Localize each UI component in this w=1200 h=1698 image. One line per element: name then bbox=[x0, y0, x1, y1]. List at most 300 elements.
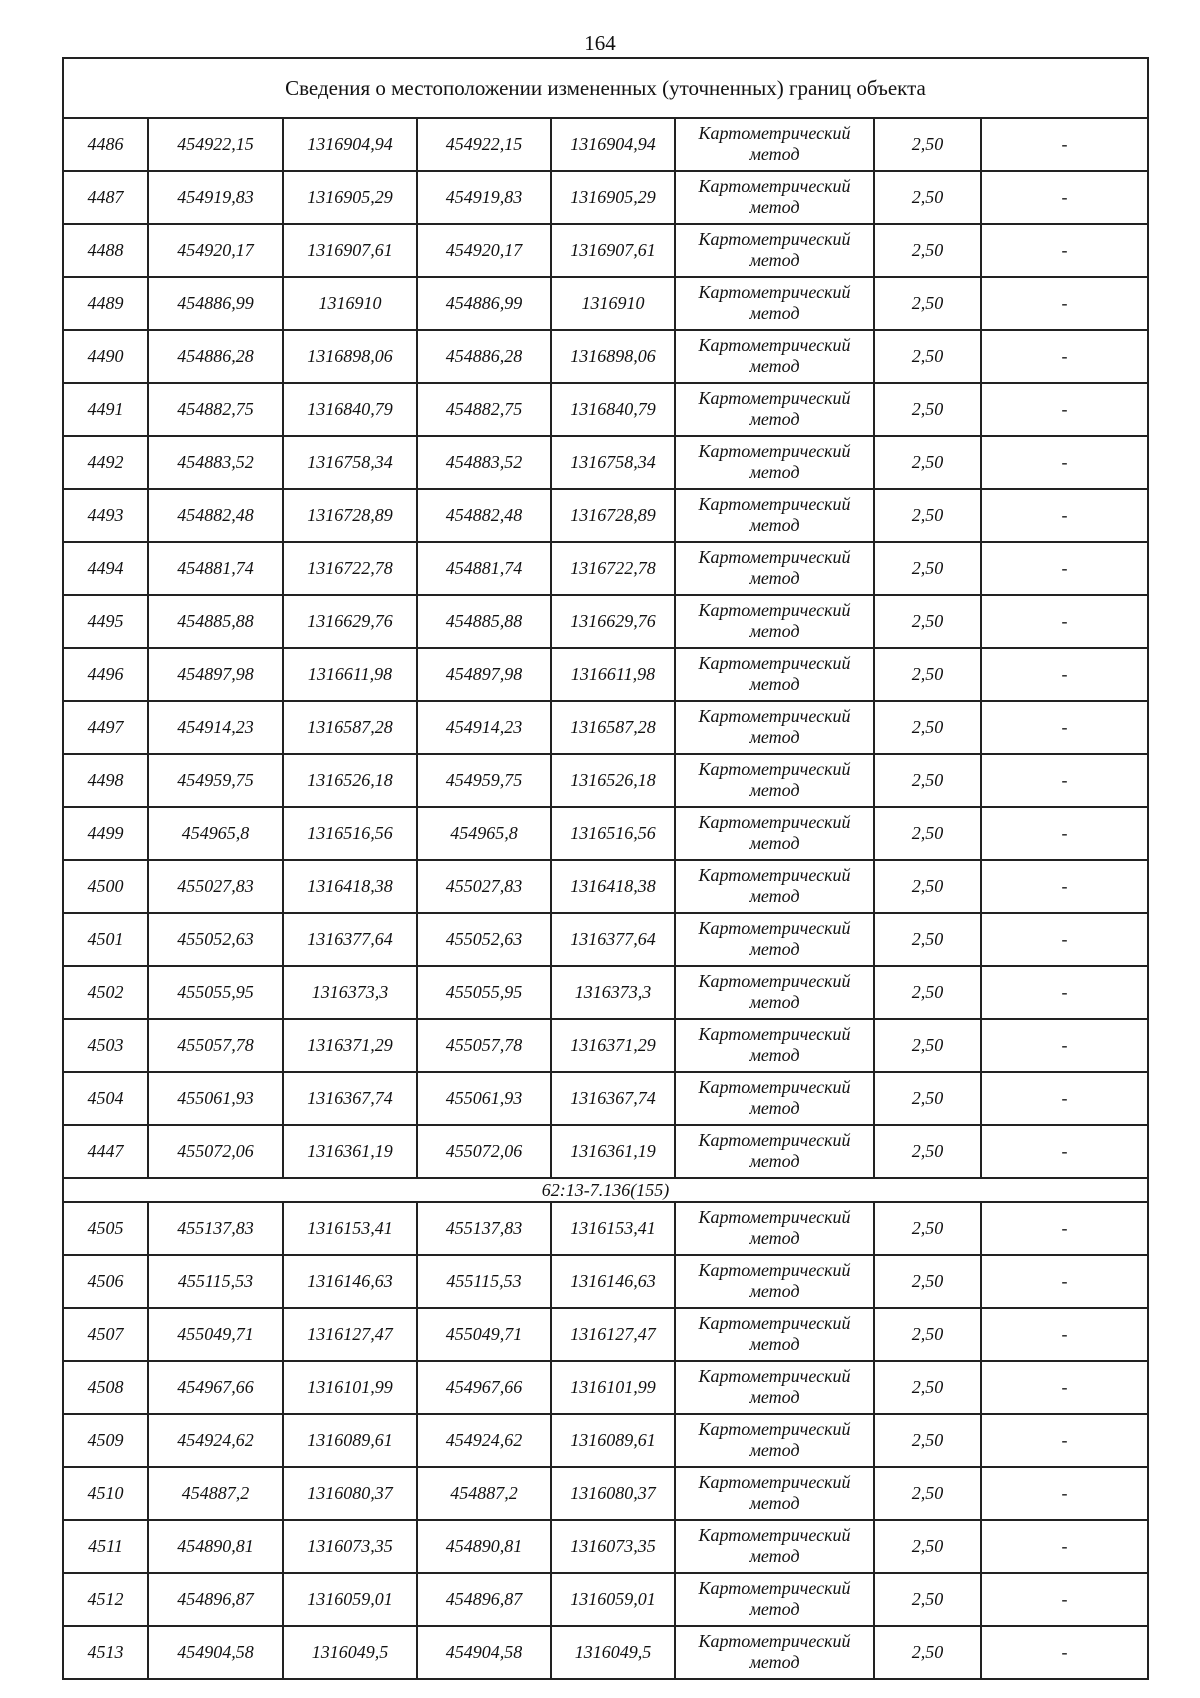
accuracy-cell: 2,50 bbox=[874, 1467, 981, 1520]
refined-y-cell: 1316418,38 bbox=[551, 860, 675, 913]
existing-x-cell: 455027,83 bbox=[148, 860, 283, 913]
refined-y-cell: 1316371,29 bbox=[551, 1019, 675, 1072]
accuracy-cell: 2,50 bbox=[874, 754, 981, 807]
note-cell: - bbox=[981, 277, 1148, 330]
existing-y-cell: 1316371,29 bbox=[283, 1019, 417, 1072]
note-cell: - bbox=[981, 330, 1148, 383]
table-title: Сведения о местоположении измененных (уточненных) границ объекта bbox=[63, 58, 1148, 118]
accuracy-cell: 2,50 bbox=[874, 648, 981, 701]
existing-y-cell: 1316089,61 bbox=[283, 1414, 417, 1467]
method-line-2: метод bbox=[749, 1227, 800, 1248]
point-id-cell: 4499 bbox=[63, 807, 148, 860]
refined-x-cell: 454897,98 bbox=[417, 648, 551, 701]
method-cell bbox=[675, 542, 874, 595]
method-line-1: Картометрический bbox=[698, 705, 851, 726]
method-line-2: метод bbox=[749, 1651, 800, 1672]
point-id-cell: 4486 bbox=[63, 118, 148, 171]
refined-x-cell: 454914,23 bbox=[417, 701, 551, 754]
method-line-1: Картометрический bbox=[698, 1206, 851, 1227]
note-cell: - bbox=[981, 1626, 1148, 1679]
accuracy-cell: 2,50 bbox=[874, 489, 981, 542]
table-row bbox=[63, 224, 1148, 277]
refined-x-cell: 454887,2 bbox=[417, 1467, 551, 1520]
existing-y-cell: 1316629,76 bbox=[283, 595, 417, 648]
table-row bbox=[63, 171, 1148, 224]
refined-y-cell: 1316377,64 bbox=[551, 913, 675, 966]
page-number: 164 bbox=[584, 31, 616, 55]
accuracy-cell: 2,50 bbox=[874, 701, 981, 754]
accuracy-cell: 2,50 bbox=[874, 118, 981, 171]
point-id-cell: 4502 bbox=[63, 966, 148, 1019]
method-line-1: Картометрический bbox=[698, 493, 851, 514]
note-cell: - bbox=[981, 966, 1148, 1019]
point-id-cell: 4489 bbox=[63, 277, 148, 330]
table-row bbox=[63, 436, 1148, 489]
table-row bbox=[63, 754, 1148, 807]
existing-y-cell: 1316377,64 bbox=[283, 913, 417, 966]
existing-y-cell: 1316587,28 bbox=[283, 701, 417, 754]
note-cell: - bbox=[981, 1467, 1148, 1520]
existing-x-cell: 454919,83 bbox=[148, 171, 283, 224]
point-id-cell: 4501 bbox=[63, 913, 148, 966]
refined-y-cell: 1316153,41 bbox=[551, 1202, 675, 1255]
existing-x-cell: 454890,81 bbox=[148, 1520, 283, 1573]
refined-x-cell: 454885,88 bbox=[417, 595, 551, 648]
refined-y-cell: 1316611,98 bbox=[551, 648, 675, 701]
refined-y-cell: 1316587,28 bbox=[551, 701, 675, 754]
point-id-cell: 4505 bbox=[63, 1202, 148, 1255]
method-line-1: Картометрический bbox=[698, 1630, 851, 1651]
refined-x-cell: 454881,74 bbox=[417, 542, 551, 595]
refined-x-cell: 455027,83 bbox=[417, 860, 551, 913]
accuracy-cell: 2,50 bbox=[874, 171, 981, 224]
accuracy-cell: 2,50 bbox=[874, 1573, 981, 1626]
point-id-cell: 4507 bbox=[63, 1308, 148, 1361]
method-line-1: Картометрический bbox=[698, 1418, 851, 1439]
table-row bbox=[63, 1125, 1148, 1178]
accuracy-cell: 2,50 bbox=[874, 595, 981, 648]
refined-y-cell: 1316904,94 bbox=[551, 118, 675, 171]
table-row bbox=[63, 330, 1148, 383]
method-line-2: метод bbox=[749, 1545, 800, 1566]
table-row bbox=[63, 277, 1148, 330]
table-row bbox=[63, 807, 1148, 860]
table-row bbox=[63, 595, 1148, 648]
method-line-2: метод bbox=[749, 938, 800, 959]
section-label: 62:13-7.136(155) bbox=[63, 1178, 1148, 1202]
refined-x-cell: 454967,66 bbox=[417, 1361, 551, 1414]
accuracy-cell: 2,50 bbox=[874, 1308, 981, 1361]
refined-y-cell: 1316146,63 bbox=[551, 1255, 675, 1308]
accuracy-cell: 2,50 bbox=[874, 542, 981, 595]
method-cell bbox=[675, 966, 874, 1019]
method-cell bbox=[675, 1072, 874, 1125]
method-cell bbox=[675, 489, 874, 542]
refined-y-cell: 1316840,79 bbox=[551, 383, 675, 436]
point-id-cell: 4506 bbox=[63, 1255, 148, 1308]
method-line-2: метод bbox=[749, 1333, 800, 1354]
existing-y-cell: 1316080,37 bbox=[283, 1467, 417, 1520]
method-cell bbox=[675, 1125, 874, 1178]
accuracy-cell: 2,50 bbox=[874, 966, 981, 1019]
accuracy-cell: 2,50 bbox=[874, 224, 981, 277]
method-line-1: Картометрический bbox=[698, 970, 851, 991]
existing-x-cell: 454914,23 bbox=[148, 701, 283, 754]
method-line-1: Картометрический bbox=[698, 1259, 851, 1280]
note-cell: - bbox=[981, 489, 1148, 542]
accuracy-cell: 2,50 bbox=[874, 383, 981, 436]
note-cell: - bbox=[981, 1520, 1148, 1573]
point-id-cell: 4487 bbox=[63, 171, 148, 224]
method-line-2: метод bbox=[749, 779, 800, 800]
table-row bbox=[63, 542, 1148, 595]
refined-y-cell: 1316907,61 bbox=[551, 224, 675, 277]
existing-x-cell: 454924,62 bbox=[148, 1414, 283, 1467]
existing-x-cell: 454887,2 bbox=[148, 1467, 283, 1520]
method-cell bbox=[675, 1019, 874, 1072]
method-cell bbox=[675, 1414, 874, 1467]
method-line-2: метод bbox=[749, 196, 800, 217]
note-cell: - bbox=[981, 1414, 1148, 1467]
existing-x-cell: 454882,48 bbox=[148, 489, 283, 542]
refined-x-cell: 455057,78 bbox=[417, 1019, 551, 1072]
refined-y-cell: 1316049,5 bbox=[551, 1626, 675, 1679]
table-body bbox=[63, 58, 1148, 1679]
existing-y-cell: 1316728,89 bbox=[283, 489, 417, 542]
note-cell: - bbox=[981, 1019, 1148, 1072]
table-row bbox=[63, 1361, 1148, 1414]
method-line-1: Картометрический bbox=[698, 1023, 851, 1044]
method-line-1: Картометрический bbox=[698, 387, 851, 408]
method-line-1: Картометрический bbox=[698, 1524, 851, 1545]
method-line-1: Картометрический bbox=[698, 1076, 851, 1097]
method-cell bbox=[675, 1308, 874, 1361]
existing-y-cell: 1316153,41 bbox=[283, 1202, 417, 1255]
method-cell bbox=[675, 383, 874, 436]
note-cell: - bbox=[981, 595, 1148, 648]
existing-x-cell: 455061,93 bbox=[148, 1072, 283, 1125]
refined-x-cell: 454904,58 bbox=[417, 1626, 551, 1679]
existing-x-cell: 454897,98 bbox=[148, 648, 283, 701]
method-line-1: Картометрический bbox=[698, 334, 851, 355]
method-line-2: метод bbox=[749, 1044, 800, 1065]
existing-y-cell: 1316526,18 bbox=[283, 754, 417, 807]
method-line-1: Картометрический bbox=[698, 1577, 851, 1598]
point-id-cell: 4503 bbox=[63, 1019, 148, 1072]
point-id-cell: 4495 bbox=[63, 595, 148, 648]
method-line-2: метод bbox=[749, 832, 800, 853]
existing-x-cell: 454959,75 bbox=[148, 754, 283, 807]
method-line-2: метод bbox=[749, 302, 800, 323]
method-line-2: метод bbox=[749, 143, 800, 164]
point-id-cell: 4488 bbox=[63, 224, 148, 277]
method-line-2: метод bbox=[749, 249, 800, 270]
method-line-1: Картометрический bbox=[698, 1365, 851, 1386]
method-cell bbox=[675, 1202, 874, 1255]
existing-x-cell: 454922,15 bbox=[148, 118, 283, 171]
table-row bbox=[63, 1626, 1148, 1679]
method-line-2: метод bbox=[749, 1598, 800, 1619]
note-cell: - bbox=[981, 383, 1148, 436]
existing-y-cell: 1316367,74 bbox=[283, 1072, 417, 1125]
refined-x-cell: 455049,71 bbox=[417, 1308, 551, 1361]
accuracy-cell: 2,50 bbox=[874, 1520, 981, 1573]
table-row bbox=[63, 913, 1148, 966]
note-cell: - bbox=[981, 1202, 1148, 1255]
refined-y-cell: 1316898,06 bbox=[551, 330, 675, 383]
method-line-2: метод bbox=[749, 885, 800, 906]
note-cell: - bbox=[981, 701, 1148, 754]
note-cell: - bbox=[981, 1308, 1148, 1361]
method-cell bbox=[675, 1626, 874, 1679]
point-id-cell: 4491 bbox=[63, 383, 148, 436]
refined-y-cell: 1316367,74 bbox=[551, 1072, 675, 1125]
method-cell bbox=[675, 436, 874, 489]
existing-y-cell: 1316049,5 bbox=[283, 1626, 417, 1679]
refined-y-cell: 1316127,47 bbox=[551, 1308, 675, 1361]
method-cell bbox=[675, 648, 874, 701]
refined-x-cell: 455072,06 bbox=[417, 1125, 551, 1178]
note-cell: - bbox=[981, 118, 1148, 171]
table-row bbox=[63, 1414, 1148, 1467]
method-line-1: Картометрический bbox=[698, 652, 851, 673]
accuracy-cell: 2,50 bbox=[874, 1019, 981, 1072]
table-row bbox=[63, 1520, 1148, 1573]
refined-y-cell: 1316516,56 bbox=[551, 807, 675, 860]
method-line-2: метод bbox=[749, 408, 800, 429]
method-cell bbox=[675, 754, 874, 807]
accuracy-cell: 2,50 bbox=[874, 1414, 981, 1467]
method-cell bbox=[675, 1255, 874, 1308]
method-cell bbox=[675, 860, 874, 913]
existing-y-cell: 1316059,01 bbox=[283, 1573, 417, 1626]
refined-x-cell: 454919,83 bbox=[417, 171, 551, 224]
table-row bbox=[63, 1467, 1148, 1520]
refined-x-cell: 454890,81 bbox=[417, 1520, 551, 1573]
point-id-cell: 4513 bbox=[63, 1626, 148, 1679]
note-cell: - bbox=[981, 860, 1148, 913]
note-cell: - bbox=[981, 436, 1148, 489]
accuracy-cell: 2,50 bbox=[874, 1202, 981, 1255]
refined-x-cell: 455137,83 bbox=[417, 1202, 551, 1255]
existing-x-cell: 454881,74 bbox=[148, 542, 283, 595]
method-line-1: Картометрический bbox=[698, 175, 851, 196]
refined-x-cell: 454886,99 bbox=[417, 277, 551, 330]
existing-y-cell: 1316101,99 bbox=[283, 1361, 417, 1414]
accuracy-cell: 2,50 bbox=[874, 1626, 981, 1679]
boundary-coordinates-table bbox=[62, 57, 1149, 1680]
point-id-cell: 4511 bbox=[63, 1520, 148, 1573]
method-line-1: Картометрический bbox=[698, 122, 851, 143]
existing-x-cell: 454883,52 bbox=[148, 436, 283, 489]
refined-x-cell: 455061,93 bbox=[417, 1072, 551, 1125]
table-row bbox=[63, 489, 1148, 542]
method-cell bbox=[675, 807, 874, 860]
method-line-2: метод bbox=[749, 620, 800, 641]
method-cell bbox=[675, 913, 874, 966]
point-id-cell: 4504 bbox=[63, 1072, 148, 1125]
note-cell: - bbox=[981, 1573, 1148, 1626]
existing-y-cell: 1316373,3 bbox=[283, 966, 417, 1019]
table-header-row bbox=[63, 58, 1148, 118]
note-cell: - bbox=[981, 648, 1148, 701]
existing-x-cell: 454920,17 bbox=[148, 224, 283, 277]
accuracy-cell: 2,50 bbox=[874, 807, 981, 860]
method-cell bbox=[675, 595, 874, 648]
method-cell bbox=[675, 1361, 874, 1414]
existing-y-cell: 1316904,94 bbox=[283, 118, 417, 171]
existing-x-cell: 455049,71 bbox=[148, 1308, 283, 1361]
existing-x-cell: 454882,75 bbox=[148, 383, 283, 436]
note-cell: - bbox=[981, 171, 1148, 224]
refined-x-cell: 454922,15 bbox=[417, 118, 551, 171]
refined-y-cell: 1316758,34 bbox=[551, 436, 675, 489]
method-line-2: метод bbox=[749, 726, 800, 747]
method-cell bbox=[675, 224, 874, 277]
existing-y-cell: 1316758,34 bbox=[283, 436, 417, 489]
method-line-2: метод bbox=[749, 1386, 800, 1407]
existing-y-cell: 1316127,47 bbox=[283, 1308, 417, 1361]
method-cell bbox=[675, 171, 874, 224]
table-row bbox=[63, 1019, 1148, 1072]
refined-y-cell: 1316361,19 bbox=[551, 1125, 675, 1178]
accuracy-cell: 2,50 bbox=[874, 1125, 981, 1178]
refined-x-cell: 454882,75 bbox=[417, 383, 551, 436]
refined-x-cell: 454882,48 bbox=[417, 489, 551, 542]
method-line-2: метод bbox=[749, 673, 800, 694]
method-cell bbox=[675, 118, 874, 171]
refined-x-cell: 454965,8 bbox=[417, 807, 551, 860]
method-line-1: Картометрический bbox=[698, 546, 851, 567]
point-id-cell: 4493 bbox=[63, 489, 148, 542]
method-line-1: Картометрический bbox=[698, 864, 851, 885]
method-cell bbox=[675, 1520, 874, 1573]
refined-y-cell: 1316089,61 bbox=[551, 1414, 675, 1467]
existing-y-cell: 1316840,79 bbox=[283, 383, 417, 436]
refined-x-cell: 455052,63 bbox=[417, 913, 551, 966]
refined-y-cell: 1316526,18 bbox=[551, 754, 675, 807]
table-row bbox=[63, 966, 1148, 1019]
refined-x-cell: 454886,28 bbox=[417, 330, 551, 383]
accuracy-cell: 2,50 bbox=[874, 860, 981, 913]
table-row bbox=[63, 383, 1148, 436]
point-id-cell: 4509 bbox=[63, 1414, 148, 1467]
table-row bbox=[63, 1255, 1148, 1308]
table-row bbox=[63, 118, 1148, 171]
method-line-1: Картометрический bbox=[698, 811, 851, 832]
method-cell bbox=[675, 277, 874, 330]
accuracy-cell: 2,50 bbox=[874, 330, 981, 383]
point-id-cell: 4510 bbox=[63, 1467, 148, 1520]
accuracy-cell: 2,50 bbox=[874, 436, 981, 489]
table-row bbox=[63, 1072, 1148, 1125]
refined-x-cell: 455115,53 bbox=[417, 1255, 551, 1308]
existing-x-cell: 454967,66 bbox=[148, 1361, 283, 1414]
note-cell: - bbox=[981, 1125, 1148, 1178]
existing-y-cell: 1316146,63 bbox=[283, 1255, 417, 1308]
method-cell bbox=[675, 701, 874, 754]
method-line-2: метод bbox=[749, 461, 800, 482]
refined-x-cell: 454896,87 bbox=[417, 1573, 551, 1626]
method-line-2: метод bbox=[749, 1280, 800, 1301]
method-line-2: метод bbox=[749, 1492, 800, 1513]
note-cell: - bbox=[981, 1255, 1148, 1308]
method-line-2: метод bbox=[749, 355, 800, 376]
refined-x-cell: 455055,95 bbox=[417, 966, 551, 1019]
point-id-cell: 4497 bbox=[63, 701, 148, 754]
existing-x-cell: 455115,53 bbox=[148, 1255, 283, 1308]
method-line-1: Картометрический bbox=[698, 281, 851, 302]
existing-x-cell: 455055,95 bbox=[148, 966, 283, 1019]
existing-x-cell: 454896,87 bbox=[148, 1573, 283, 1626]
existing-x-cell: 455072,06 bbox=[148, 1125, 283, 1178]
note-cell: - bbox=[981, 754, 1148, 807]
note-cell: - bbox=[981, 224, 1148, 277]
refined-y-cell: 1316373,3 bbox=[551, 966, 675, 1019]
point-id-cell: 4500 bbox=[63, 860, 148, 913]
existing-x-cell: 454904,58 bbox=[148, 1626, 283, 1679]
point-id-cell: 4498 bbox=[63, 754, 148, 807]
method-line-1: Картометрический bbox=[698, 1129, 851, 1150]
refined-y-cell: 1316629,76 bbox=[551, 595, 675, 648]
existing-y-cell: 1316898,06 bbox=[283, 330, 417, 383]
existing-y-cell: 1316516,56 bbox=[283, 807, 417, 860]
method-cell bbox=[675, 1467, 874, 1520]
note-cell: - bbox=[981, 1072, 1148, 1125]
method-cell bbox=[675, 1573, 874, 1626]
section-row bbox=[63, 1178, 1148, 1202]
existing-y-cell: 1316361,19 bbox=[283, 1125, 417, 1178]
existing-x-cell: 455057,78 bbox=[148, 1019, 283, 1072]
table-row bbox=[63, 860, 1148, 913]
method-line-2: метод bbox=[749, 1439, 800, 1460]
refined-x-cell: 454883,52 bbox=[417, 436, 551, 489]
point-id-cell: 4512 bbox=[63, 1573, 148, 1626]
method-line-1: Картометрический bbox=[698, 758, 851, 779]
existing-y-cell: 1316910 bbox=[283, 277, 417, 330]
table-row bbox=[63, 1202, 1148, 1255]
refined-x-cell: 454924,62 bbox=[417, 1414, 551, 1467]
refined-x-cell: 454920,17 bbox=[417, 224, 551, 277]
existing-y-cell: 1316905,29 bbox=[283, 171, 417, 224]
method-line-2: метод bbox=[749, 991, 800, 1012]
refined-y-cell: 1316905,29 bbox=[551, 171, 675, 224]
point-id-cell: 4490 bbox=[63, 330, 148, 383]
existing-y-cell: 1316418,38 bbox=[283, 860, 417, 913]
accuracy-cell: 2,50 bbox=[874, 277, 981, 330]
existing-x-cell: 454886,99 bbox=[148, 277, 283, 330]
note-cell: - bbox=[981, 913, 1148, 966]
accuracy-cell: 2,50 bbox=[874, 1255, 981, 1308]
method-line-2: метод bbox=[749, 1150, 800, 1171]
existing-y-cell: 1316073,35 bbox=[283, 1520, 417, 1573]
table-row bbox=[63, 701, 1148, 754]
refined-y-cell: 1316080,37 bbox=[551, 1467, 675, 1520]
note-cell: - bbox=[981, 807, 1148, 860]
refined-y-cell: 1316059,01 bbox=[551, 1573, 675, 1626]
note-cell: - bbox=[981, 1361, 1148, 1414]
refined-y-cell: 1316910 bbox=[551, 277, 675, 330]
point-id-cell: 4496 bbox=[63, 648, 148, 701]
point-id-cell: 4447 bbox=[63, 1125, 148, 1178]
existing-y-cell: 1316722,78 bbox=[283, 542, 417, 595]
existing-x-cell: 454885,88 bbox=[148, 595, 283, 648]
method-line-1: Картометрический bbox=[698, 1312, 851, 1333]
method-line-2: метод bbox=[749, 567, 800, 588]
existing-x-cell: 454886,28 bbox=[148, 330, 283, 383]
existing-x-cell: 455052,63 bbox=[148, 913, 283, 966]
existing-x-cell: 455137,83 bbox=[148, 1202, 283, 1255]
